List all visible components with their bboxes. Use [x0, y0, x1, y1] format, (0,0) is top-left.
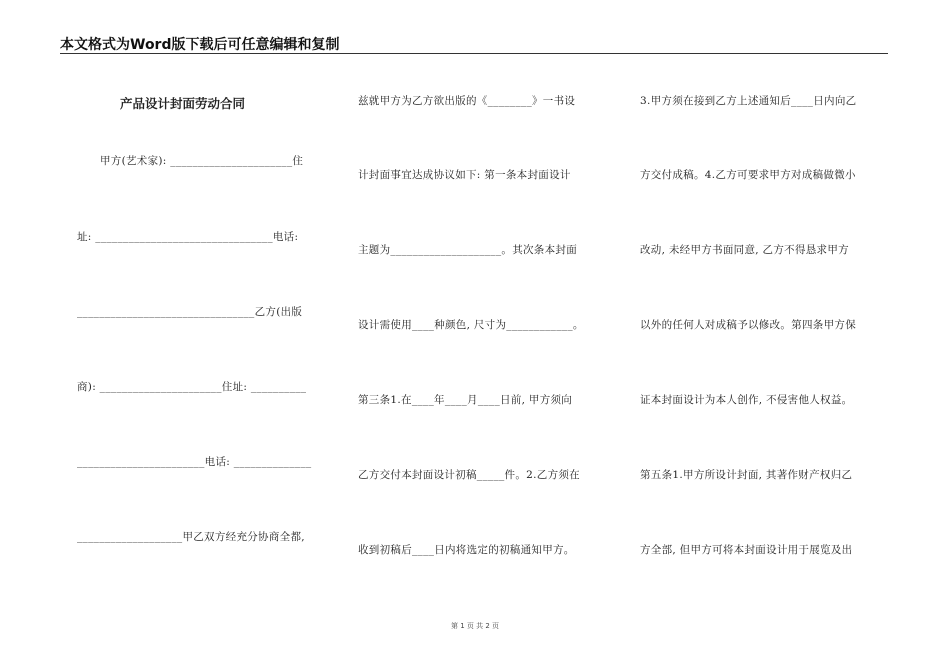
- text-line: ___________________甲乙双方经充分协商全都,: [77, 531, 305, 543]
- text-line: 设计需使用____种颜色, 尺寸为____________。: [358, 319, 584, 331]
- page-number: 第 1 页 共 2 页: [450, 622, 500, 630]
- header-rule: [60, 53, 888, 54]
- text-line: 第三条1.在____年____月____日前, 甲方须向: [358, 394, 573, 406]
- text-line: _______________________电话: ______________: [77, 456, 312, 468]
- text-line: ________________________________乙方(出版: [77, 306, 303, 318]
- text-line: 收到初稿后____日内将选定的初稿通知甲方。: [358, 544, 575, 556]
- text-line: 甲方(艺术家): ______________________住: [100, 155, 304, 167]
- document-header: 本文格式为Word版下载后可任意编辑和复制: [60, 37, 340, 53]
- text-line: 3.甲方须在接到乙方上述通知后____日内向乙: [640, 95, 857, 107]
- text-line: 商): ______________________住址: __________: [77, 381, 307, 393]
- text-line: 证本封面设计为本人创作, 不侵害他人权益。: [640, 394, 853, 406]
- text-line: 主题为____________________。其次条本封面: [358, 244, 577, 256]
- document-title: 产品设计封面劳动合同: [120, 96, 246, 111]
- text-line: 乙方交付本封面设计初稿_____件。2.乙方须在: [358, 469, 580, 481]
- text-line: 以外的任何人对成稿予以修改。第四条甲方保: [640, 319, 856, 331]
- text-line: 兹就甲方为乙方欲出版的《________》一书设: [358, 95, 576, 107]
- text-line: 计封面事宜达成协议如下: 第一条本封面设计: [358, 169, 571, 181]
- text-line: 址: ________________________________电话:: [77, 231, 299, 243]
- text-line: 改动, 未经甲方书面同意, 乙方不得恳求甲方: [640, 244, 849, 256]
- text-line: 第五条1.甲方所设计封面, 其著作财产权归乙: [640, 469, 853, 481]
- text-line: 方全部, 但甲方可将本封面设计用于展览及出: [640, 544, 853, 556]
- text-line: 方交付成稿。4.乙方可要求甲方对成稿做微小: [640, 169, 856, 181]
